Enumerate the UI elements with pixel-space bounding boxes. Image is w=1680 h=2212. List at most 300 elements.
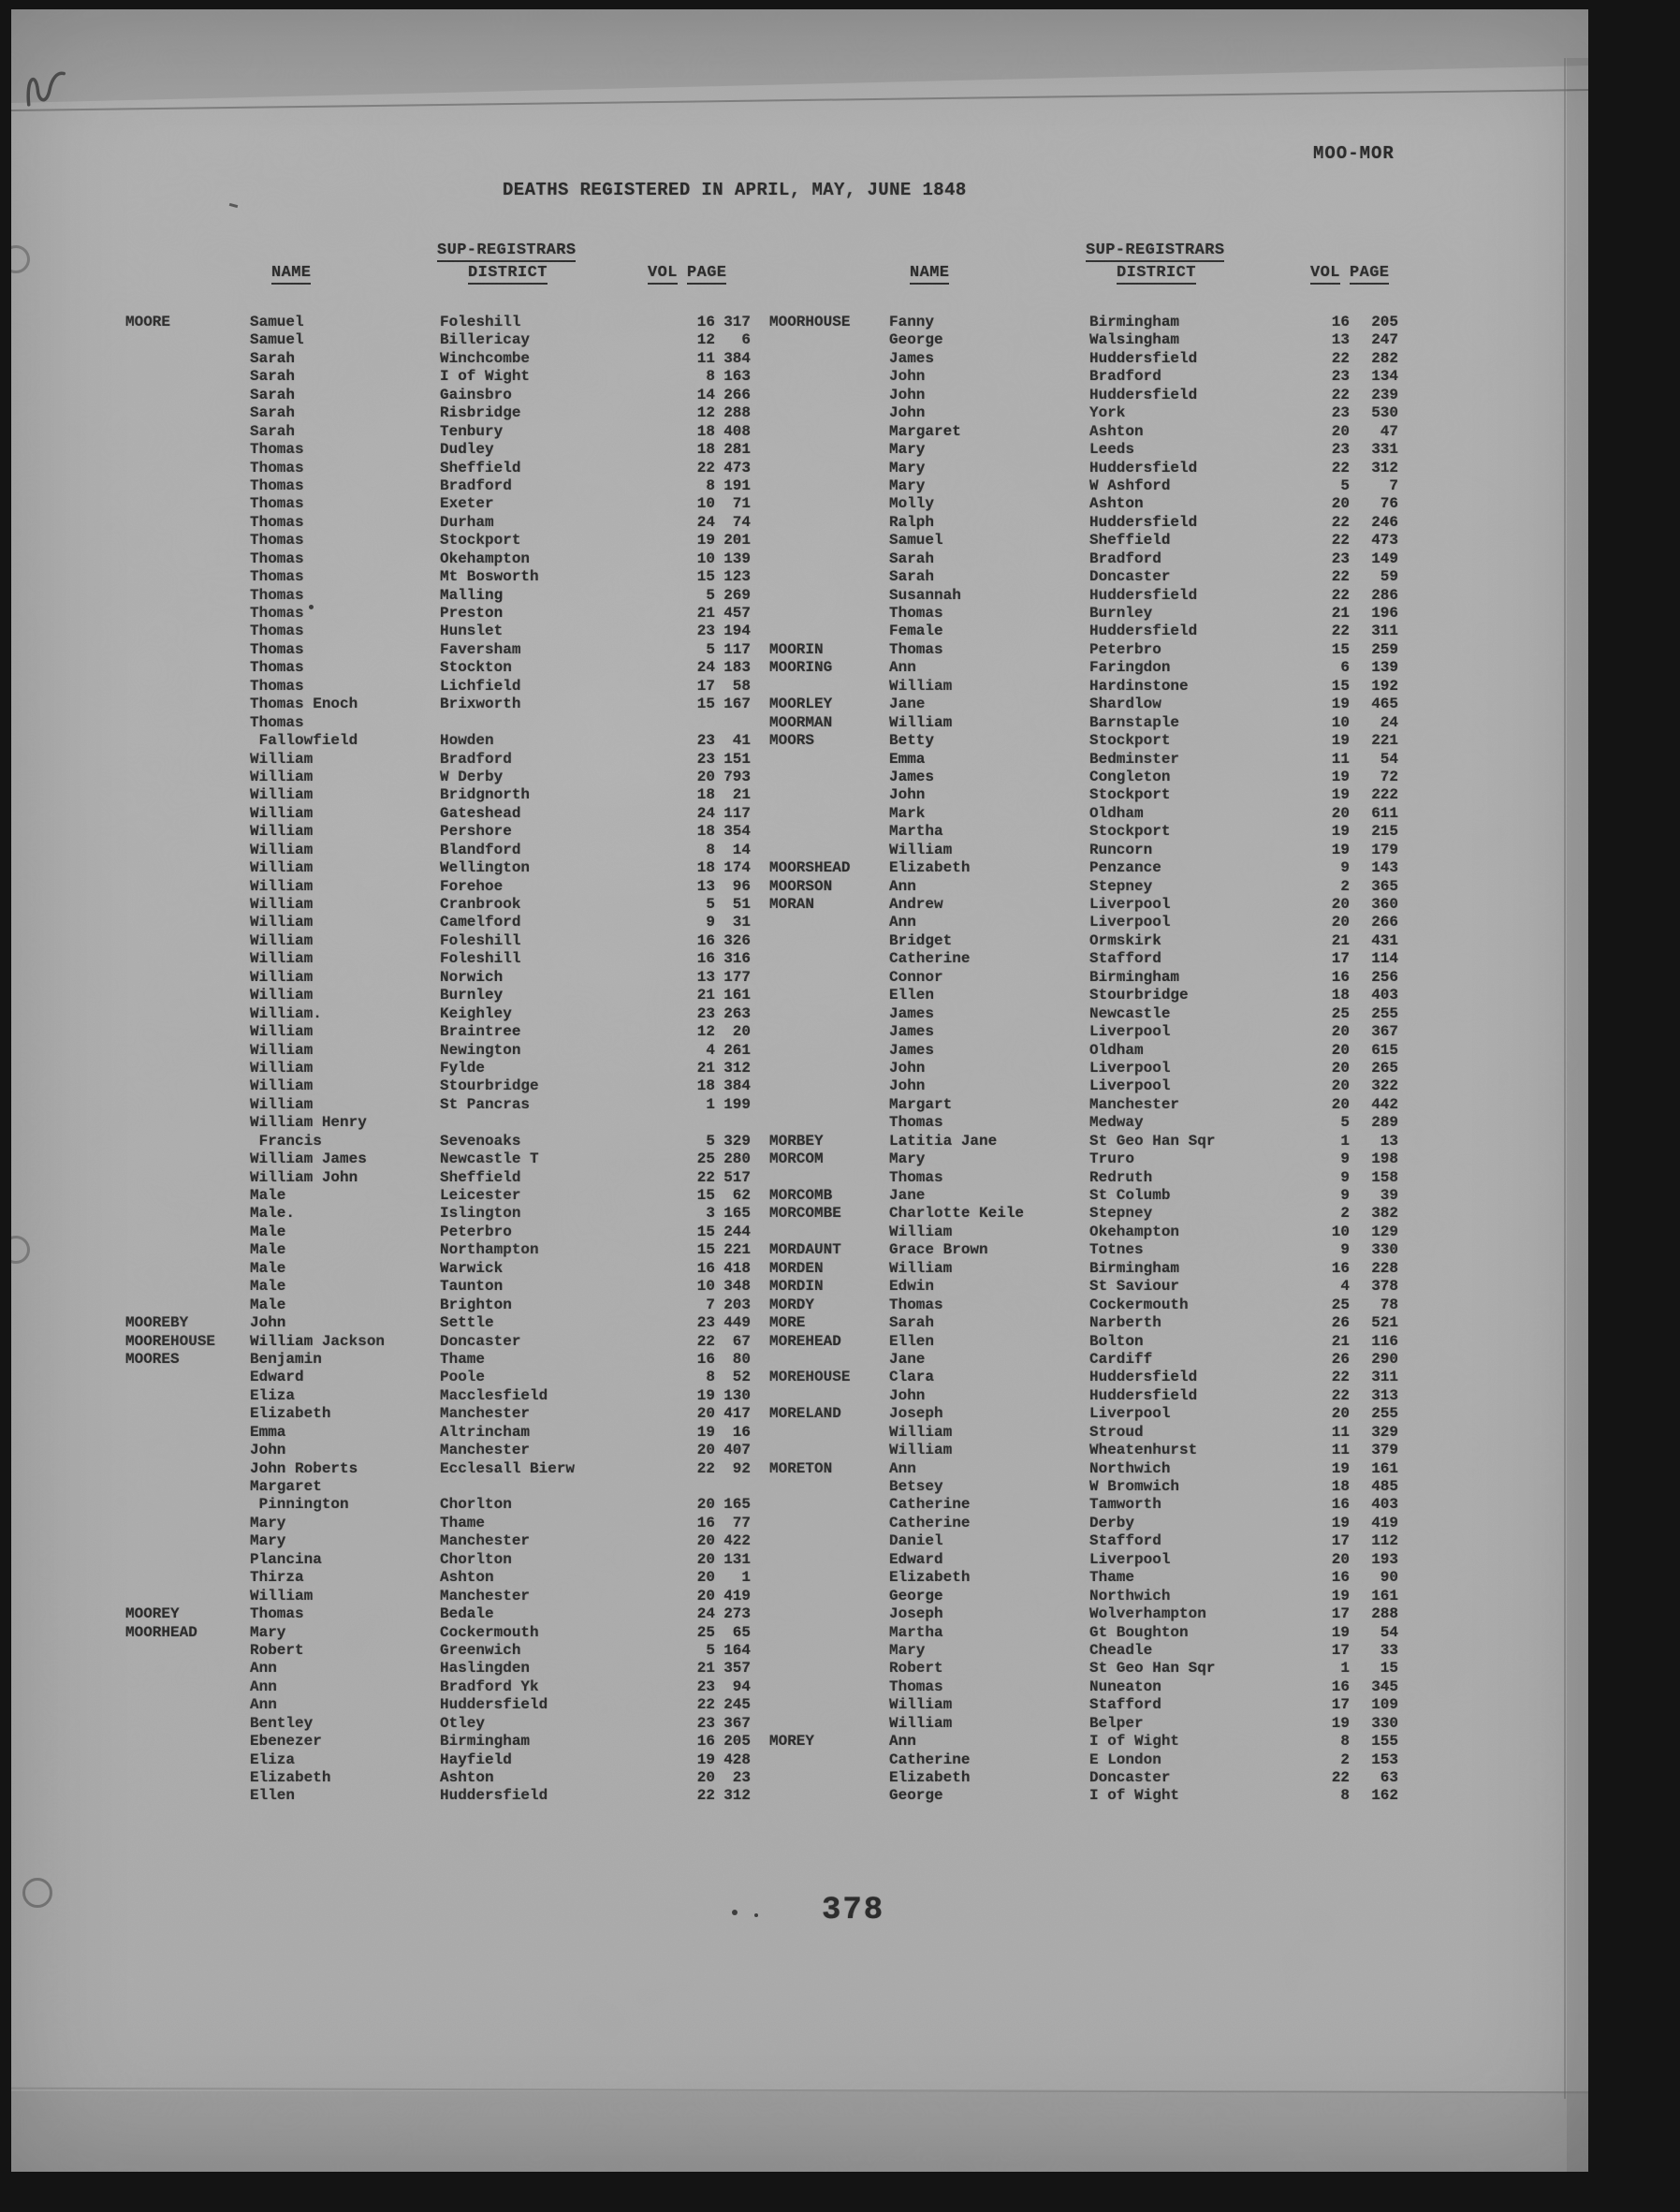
table-row: [769, 1532, 1398, 1550]
given-name-cell: Sarah: [889, 1314, 935, 1332]
page-cell: 354: [723, 823, 751, 841]
page-cell: 192: [1371, 677, 1398, 695]
page-cell: 167: [723, 696, 751, 713]
table-row: [125, 1369, 751, 1386]
vol-cell: 20: [1331, 896, 1350, 913]
district-cell: Manchester: [440, 1587, 531, 1604]
hole-punch-mark: [22, 1878, 52, 1908]
district-cell: Liverpool: [1089, 896, 1171, 913]
vol-cell: 19: [1331, 1514, 1350, 1531]
page-cell: 165: [723, 1496, 751, 1514]
table-row: [125, 587, 751, 605]
vol-cell: 22: [696, 1459, 715, 1477]
given-name-cell: Clara: [889, 1369, 935, 1386]
table-row: [125, 550, 751, 568]
district-cell: Congleton: [1089, 768, 1171, 785]
ink-speck: [732, 1910, 738, 1915]
given-name-cell: William: [250, 1023, 314, 1041]
vol-cell: 22: [1331, 586, 1350, 604]
given-name-cell: William: [250, 859, 314, 877]
district-cell: I of Wight: [440, 368, 531, 386]
district-cell: Forehoe: [440, 877, 504, 895]
table-row: [769, 969, 1398, 987]
page-cell: 177: [723, 968, 751, 986]
page-cell: 266: [723, 386, 751, 403]
page-cell: 215: [1371, 823, 1398, 841]
table-row: [769, 769, 1398, 786]
page-cell: 94: [732, 1677, 751, 1695]
page-cell: 247: [1371, 331, 1398, 349]
table-row: [769, 751, 1398, 769]
district-cell: Huddersfield: [440, 1787, 548, 1805]
page-cell: 418: [723, 1259, 751, 1277]
district-cell: Walsingham: [1089, 331, 1180, 349]
district-cell: Bradford Yk: [440, 1677, 539, 1695]
given-name-cell: Elizabeth: [889, 1769, 971, 1786]
paper-bottom-edge-shadow: [11, 2091, 1588, 2172]
page-cell: 269: [723, 586, 751, 604]
vol-cell: 18: [1331, 987, 1350, 1004]
district-cell: Liverpool: [1089, 914, 1171, 931]
district-cell: Bolton: [1089, 1332, 1144, 1350]
page-cell: 407: [723, 1442, 751, 1459]
given-name-cell: Ann: [889, 659, 916, 677]
district-cell: Barnstaple: [1089, 713, 1180, 731]
given-name-cell: John: [889, 1386, 926, 1404]
vol-cell: 16: [1331, 1496, 1350, 1514]
page-cell: 428: [723, 1751, 751, 1768]
vol-cell: 17: [1331, 1641, 1350, 1659]
page-cell: 326: [723, 931, 751, 949]
district-cell: Stepney: [1089, 877, 1153, 895]
district-cell: Bridgnorth: [440, 786, 531, 804]
given-name-cell: Ellen: [889, 987, 935, 1004]
vol-cell: 15: [1331, 677, 1350, 695]
district-cell: Faversham: [440, 640, 521, 658]
table-row: [769, 842, 1398, 859]
district-cell: Derby: [1089, 1514, 1135, 1531]
page-cell: 378: [1371, 1278, 1398, 1296]
page-cell: 417: [723, 1405, 751, 1423]
vol-cell: 10: [696, 495, 715, 513]
table-row: [769, 1515, 1398, 1532]
district-cell: Sheffield: [1089, 532, 1171, 549]
table-row: [769, 1187, 1398, 1205]
scanned-page: [11, 9, 1588, 2172]
given-name-cell: William: [250, 1041, 314, 1059]
page-cell: 62: [732, 1187, 751, 1204]
district-cell: Stourbridge: [1089, 987, 1189, 1004]
vol-cell: 17: [1331, 1696, 1350, 1714]
district-cell: Islington: [440, 1205, 521, 1223]
given-name-cell: Sarah: [889, 549, 935, 567]
given-name-cell: Edward: [250, 1369, 304, 1386]
district-cell: Foleshill: [440, 314, 521, 330]
vol-cell: 9: [1340, 859, 1350, 877]
page-cell: 179: [1371, 841, 1398, 858]
table-row: [125, 1442, 751, 1459]
district-cell: Norwich: [440, 968, 504, 986]
page-cell: 288: [1371, 1605, 1398, 1623]
vol-cell: 21: [1331, 605, 1350, 622]
given-name-cell: Female: [889, 623, 943, 640]
district-cell: Peterbro: [1089, 640, 1161, 658]
given-name-cell: Latitia Jane: [889, 1132, 998, 1150]
district-cell: Stafford: [1089, 1532, 1161, 1550]
table-row: [125, 1169, 751, 1187]
district-cell: I of Wight: [1089, 1733, 1180, 1751]
vol-cell: 16: [1331, 1259, 1350, 1277]
given-name-cell: John: [889, 1077, 926, 1095]
given-name-cell: Thomas: [250, 495, 304, 513]
vol-cell: 18: [696, 422, 715, 440]
district-cell: Altrincham: [440, 1423, 531, 1441]
table-row: [769, 1005, 1398, 1023]
page-cell: 615: [1371, 1041, 1398, 1059]
page-cell: 442: [1371, 1095, 1398, 1113]
district-cell: Sevenoaks: [440, 1132, 521, 1150]
district-cell: St Columb: [1089, 1187, 1171, 1204]
table-row: [125, 969, 751, 987]
district-cell: Warwick: [440, 1259, 504, 1277]
table-row: [769, 1588, 1398, 1605]
table-row: [769, 314, 1398, 331]
table-row: [769, 1150, 1398, 1168]
vol-cell: 20: [1331, 1550, 1350, 1568]
page-cell: 379: [1371, 1442, 1398, 1459]
page-cell: 261: [723, 1041, 751, 1059]
table-row: [125, 1696, 751, 1714]
page-cell: 312: [723, 1059, 751, 1077]
district-cell: W Bromwich: [1089, 1478, 1180, 1495]
vol-cell: 20: [1331, 1095, 1350, 1113]
district-cell: Burnley: [1089, 605, 1153, 622]
given-name-cell: Male: [250, 1296, 286, 1313]
district-cell: Exeter: [440, 495, 494, 513]
page-cell: 312: [1371, 459, 1398, 476]
given-name-cell: Ebenezer: [250, 1733, 322, 1751]
page-cell: 16: [732, 1423, 751, 1441]
vol-cell: 19: [1331, 1459, 1350, 1477]
vol-cell: 23: [1331, 549, 1350, 567]
given-name-cell: Betsey: [889, 1478, 943, 1495]
surname-cell: MORDAUNT: [769, 1241, 841, 1259]
vol-cell: 15: [1331, 640, 1350, 658]
given-name-cell: Mary: [250, 1514, 286, 1531]
district-cell: Huddersfield: [1089, 1369, 1198, 1386]
surname-cell: MOORHOUSE: [769, 314, 851, 330]
vol-cell: 12: [696, 331, 715, 349]
given-name-cell: Mary: [889, 476, 926, 494]
given-name-cell: Joseph: [889, 1405, 943, 1423]
given-name-cell: Edwin: [889, 1278, 935, 1296]
given-name-cell: Molly: [889, 495, 935, 513]
table-row: [769, 696, 1398, 713]
given-name-cell: Fallowfield: [250, 732, 358, 750]
vol-cell: 20: [696, 1550, 715, 1568]
surname-cell: MOOREBY: [125, 1314, 189, 1332]
district-cell: Doncaster: [440, 1332, 521, 1350]
page-cell: 161: [723, 987, 751, 1004]
page-cell: 316: [723, 950, 751, 968]
page-cell: 14: [732, 841, 751, 858]
district-cell: Ashton: [1089, 495, 1144, 513]
table-row: [769, 641, 1398, 659]
vol-cell: 18: [1331, 1478, 1350, 1495]
table-row: [125, 732, 751, 750]
given-name-cell: Martha: [889, 823, 943, 841]
district-cell: E London: [1089, 1751, 1161, 1768]
district-cell: Okehampton: [1089, 1223, 1180, 1240]
page-cell: 473: [1371, 532, 1398, 549]
given-name-cell: Male: [250, 1259, 286, 1277]
district-cell: Risbridge: [440, 404, 521, 422]
given-name-cell: George: [889, 1587, 943, 1604]
vol-cell: 20: [1331, 914, 1350, 931]
table-row: [769, 477, 1398, 495]
surname-cell: MOORMAN: [769, 713, 833, 731]
given-name-cell: Ann: [250, 1660, 277, 1677]
table-row: [125, 932, 751, 950]
vol-cell: 10: [696, 1278, 715, 1296]
district-cell: Cardiff: [1089, 1350, 1153, 1368]
given-name-cell: Sarah: [250, 386, 296, 403]
page-cell: 259: [1371, 640, 1398, 658]
given-name-cell: Sarah: [250, 349, 296, 367]
district-cell: Runcorn: [1089, 841, 1153, 858]
vol-cell: 22: [1331, 459, 1350, 476]
district-cell: Billericay: [440, 331, 531, 349]
table-row: [125, 859, 751, 877]
page-cell: 96: [732, 877, 751, 895]
table-row: [125, 368, 751, 386]
page-cell: 59: [1380, 568, 1398, 586]
page-cell: 201: [723, 532, 751, 549]
given-name-cell: Sarah: [250, 404, 296, 422]
vol-cell: 12: [696, 1023, 715, 1041]
district-cell: Cranbrook: [440, 896, 521, 913]
given-name-cell: Thomas: [889, 640, 943, 658]
vol-cell: 16: [696, 1733, 715, 1751]
given-name-cell: Thomas: [250, 459, 304, 476]
page-cell: 130: [723, 1386, 751, 1404]
surname-cell: MORAN: [769, 896, 815, 913]
given-name-cell: Elizabeth: [250, 1405, 331, 1423]
page-cell: 116: [1371, 1332, 1398, 1350]
district-cell: Howden: [440, 732, 494, 750]
given-name-cell: William: [250, 987, 314, 1004]
table-row: [769, 1369, 1398, 1386]
page-cell: 199: [723, 1095, 751, 1113]
page-cell: 256: [1371, 968, 1398, 986]
district-cell: Pershore: [440, 823, 512, 841]
page-cell: 149: [1371, 549, 1398, 567]
given-name-cell: Thomas: [889, 1677, 943, 1695]
vol-cell: 20: [696, 1442, 715, 1459]
page-cell: 155: [1371, 1733, 1398, 1751]
vol-cell: 18: [696, 823, 715, 841]
vol-cell: 17: [1331, 1605, 1350, 1623]
index-table-right: [769, 314, 1398, 1806]
table-row: [769, 1424, 1398, 1442]
vol-cell: 20: [696, 768, 715, 785]
column-header-page-left: PAGE: [687, 264, 726, 285]
given-name-cell: William.: [250, 1004, 322, 1022]
table-row: [769, 331, 1398, 349]
table-row: [125, 678, 751, 696]
district-cell: W Ashford: [1089, 476, 1171, 494]
vol-cell: 26: [1331, 1350, 1350, 1368]
district-cell: Northwich: [1089, 1459, 1171, 1477]
given-name-cell: William: [889, 1696, 953, 1714]
table-row: [125, 532, 751, 549]
page-cell: 255: [1371, 1405, 1398, 1423]
column-header-registrars-left: SUP-REGISTRARS: [437, 242, 576, 262]
given-name-cell: James: [889, 1041, 935, 1059]
given-name-cell: Susannah: [889, 586, 961, 604]
page-cell: 403: [1371, 987, 1398, 1004]
district-cell: Taunton: [440, 1278, 504, 1296]
vol-cell: 21: [1331, 931, 1350, 949]
table-row: [125, 878, 751, 896]
given-name-cell: Bentley: [250, 1714, 314, 1732]
given-name-cell: George: [889, 1787, 943, 1805]
page-cell: 311: [1371, 1369, 1398, 1386]
given-name-cell: Thomas: [250, 677, 304, 695]
table-row: [125, 1588, 751, 1605]
given-name-cell: Daniel: [889, 1532, 943, 1550]
given-name-cell: Jane: [889, 696, 926, 713]
given-name-cell: Thomas: [889, 1114, 943, 1132]
page-cell: 54: [1380, 750, 1398, 768]
given-name-cell: Thomas: [250, 532, 304, 549]
page-cell: 611: [1371, 804, 1398, 822]
vol-cell: 20: [1331, 1405, 1350, 1423]
vol-cell: 8: [706, 476, 715, 494]
vol-cell: 21: [696, 987, 715, 1004]
vol-cell: 23: [696, 1314, 715, 1332]
given-name-cell: John: [889, 786, 926, 804]
vol-cell: 16: [1331, 1677, 1350, 1695]
vol-cell: 23: [1331, 441, 1350, 459]
district-cell: Wheatenhurst: [1089, 1442, 1198, 1459]
table-row: [769, 859, 1398, 877]
vol-cell: 19: [1331, 768, 1350, 785]
table-row: [125, 769, 751, 786]
given-name-cell: Mary: [889, 441, 926, 459]
given-name-cell: Plancina: [250, 1550, 322, 1568]
given-name-cell: William: [250, 914, 314, 931]
district-cell: Newcastle: [1089, 1004, 1171, 1022]
page-cell: 255: [1371, 1004, 1398, 1022]
district-cell: Ashton: [440, 1769, 494, 1786]
given-name-cell: Male: [250, 1241, 286, 1259]
page-cell: 465: [1371, 696, 1398, 713]
table-row: [769, 914, 1398, 931]
vol-cell: 22: [696, 459, 715, 476]
table-row: [769, 1660, 1398, 1677]
column-header-vol-left: VOL: [648, 264, 678, 285]
page-cell: 345: [1371, 1677, 1398, 1695]
district-cell: Manchester: [440, 1532, 531, 1550]
given-name-cell: William: [889, 1423, 953, 1441]
vol-cell: 19: [1331, 1623, 1350, 1641]
page-cell: 158: [1371, 1168, 1398, 1186]
page-cell: 163: [723, 368, 751, 386]
table-row: [769, 605, 1398, 623]
table-row: [125, 441, 751, 459]
table-row: [769, 1023, 1398, 1041]
given-name-cell: Thomas Enoch: [250, 696, 358, 713]
vol-cell: 22: [1331, 568, 1350, 586]
table-row: [769, 623, 1398, 640]
given-name-cell: Mary: [889, 1641, 926, 1659]
district-cell: St Geo Han Sqr: [1089, 1132, 1216, 1150]
vol-cell: 10: [1331, 1223, 1350, 1240]
page-cell: 76: [1380, 495, 1398, 513]
given-name-cell: Connor: [889, 968, 943, 986]
district-cell: St Saviour: [1089, 1278, 1180, 1296]
page-cell: 290: [1371, 1350, 1398, 1368]
vol-cell: 19: [696, 1386, 715, 1404]
table-row: [125, 350, 751, 368]
table-row: [769, 441, 1398, 459]
table-row: [769, 1642, 1398, 1660]
vol-cell: 20: [696, 1587, 715, 1604]
district-cell: Birmingham: [1089, 1259, 1180, 1277]
given-name-cell: Ellen: [250, 1787, 296, 1805]
vol-cell: 3: [706, 1205, 715, 1223]
table-row: [125, 896, 751, 914]
given-name-cell: William: [889, 677, 953, 695]
given-name-cell: Thomas: [250, 605, 304, 622]
page-cell: 24: [1380, 713, 1398, 731]
vol-cell: 21: [696, 605, 715, 622]
vol-cell: 2: [1340, 1205, 1350, 1223]
vol-cell: 1: [1340, 1660, 1350, 1677]
district-cell: Wellington: [440, 859, 531, 877]
column-header-district-right: DISTRICT: [1117, 264, 1196, 285]
table-row: [769, 1333, 1398, 1351]
vol-cell: 22: [696, 1168, 715, 1186]
page-cell: 281: [723, 441, 751, 459]
district-cell: I of Wight: [1089, 1787, 1180, 1805]
district-cell: Gateshead: [440, 804, 521, 822]
district-cell: Liverpool: [1089, 1059, 1171, 1077]
page-cell: 174: [723, 859, 751, 877]
district-cell: Liverpool: [1089, 1405, 1171, 1423]
given-name-cell: Catherine: [889, 950, 971, 968]
vol-cell: 21: [696, 1059, 715, 1077]
table-row: [125, 1314, 751, 1332]
vol-cell: 22: [696, 1332, 715, 1350]
page-cell: 329: [723, 1132, 751, 1150]
table-row: [769, 932, 1398, 950]
given-name-cell: Male: [250, 1278, 286, 1296]
page-cell: 384: [723, 1077, 751, 1095]
table-row: [125, 641, 751, 659]
vol-cell: 16: [696, 931, 715, 949]
table-row: [125, 1005, 751, 1023]
district-cell: Totnes: [1089, 1241, 1144, 1259]
district-cell: Huddersfield: [1089, 386, 1198, 403]
vol-cell: 7: [706, 1296, 715, 1313]
vol-cell: 25: [696, 1623, 715, 1641]
district-cell: Stroud: [1089, 1423, 1144, 1441]
page-cell: 365: [1371, 877, 1398, 895]
table-row: [125, 914, 751, 931]
page-cell: 7: [1389, 476, 1398, 494]
